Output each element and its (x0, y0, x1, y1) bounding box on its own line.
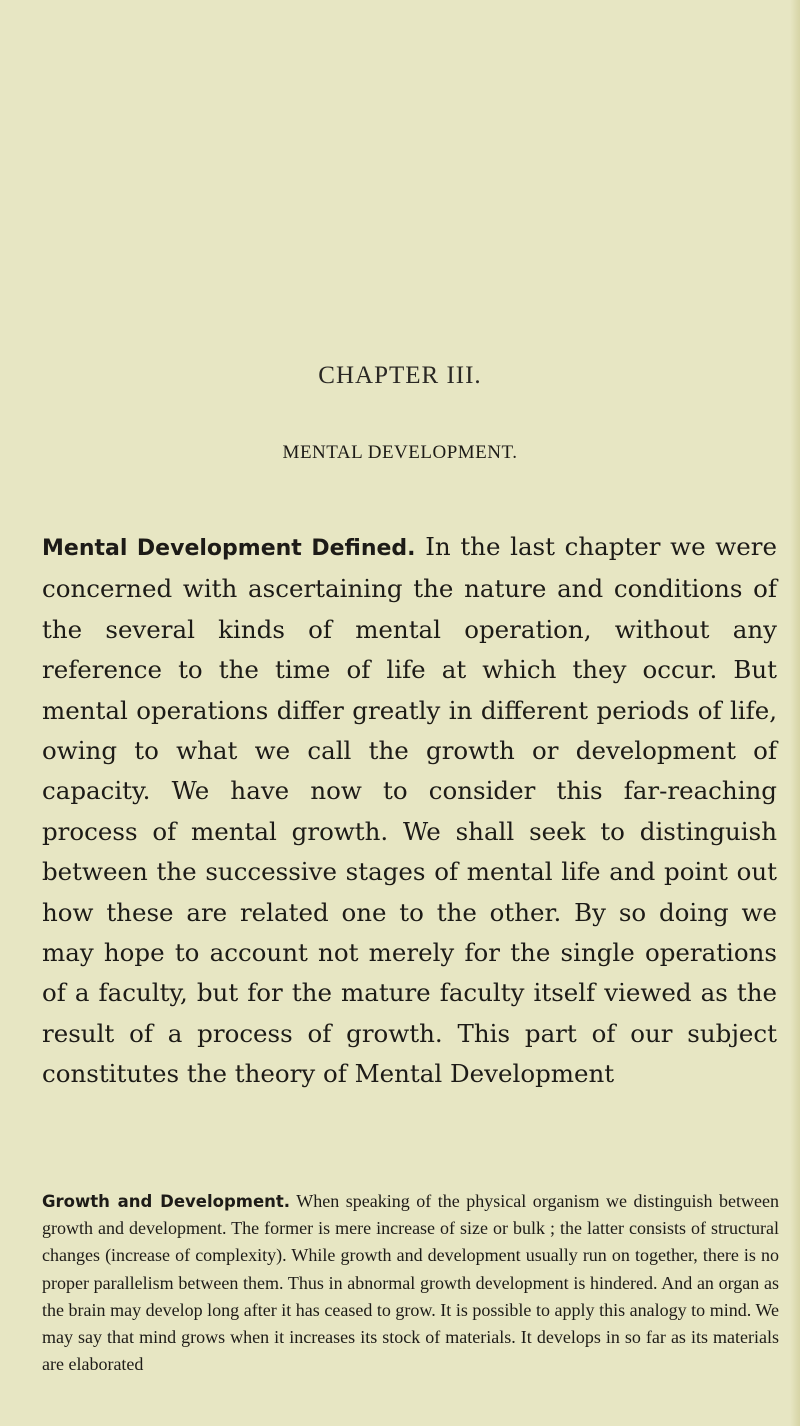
section-heading-mental-development-defined: Mental Development Defined. (42, 536, 416, 561)
chapter-title: MENTAL DEVELOPMENT. (282, 442, 518, 463)
chapter-number: CHAPTER III. (318, 362, 482, 389)
section-paragraph-growth-and-development (42, 1188, 779, 1378)
page-edge (790, 0, 800, 1426)
section-paragraph-mental-development-defined (42, 527, 777, 1095)
section-body-mental-development-defined: In the last chapter we were concerned with ascertaining the nature and conditions of the several kinds of mental operation, without any reference to the time of life at which they occur. But mental operations differ greatly in different periods of life, owing to what we call the growth or development of capacity. We have now to consider this far-reaching process of mental growth. We shall seek to distinguish between the successive stages of mental life and point out how these are related one to the other. By so doing we may hope to account not merely for the single operations of a faculty, but for the mature faculty itself viewed as the result of a process of growth. This part of our subject constitutes the theory of Mental Development (42, 532, 777, 1089)
section-heading-growth-and-development: Growth and Development. (42, 1192, 291, 1211)
section-body-growth-and-development: When speaking of the physical organism we distinguish between growth and development. The former is mere increase of size or bulk ; the latter consists of structural changes (increase of complexity). While growth and development usually run on together, there is no proper parallelism between them. Thus in abnormal growth development is hindered. And an organ as the brain may develop long after it has ceased to grow. It is possible to apply this analogy to mind. We may say that mind grows when it increases its stock of materials. It develops in so far as its materials are elaborated (42, 1191, 779, 1375)
